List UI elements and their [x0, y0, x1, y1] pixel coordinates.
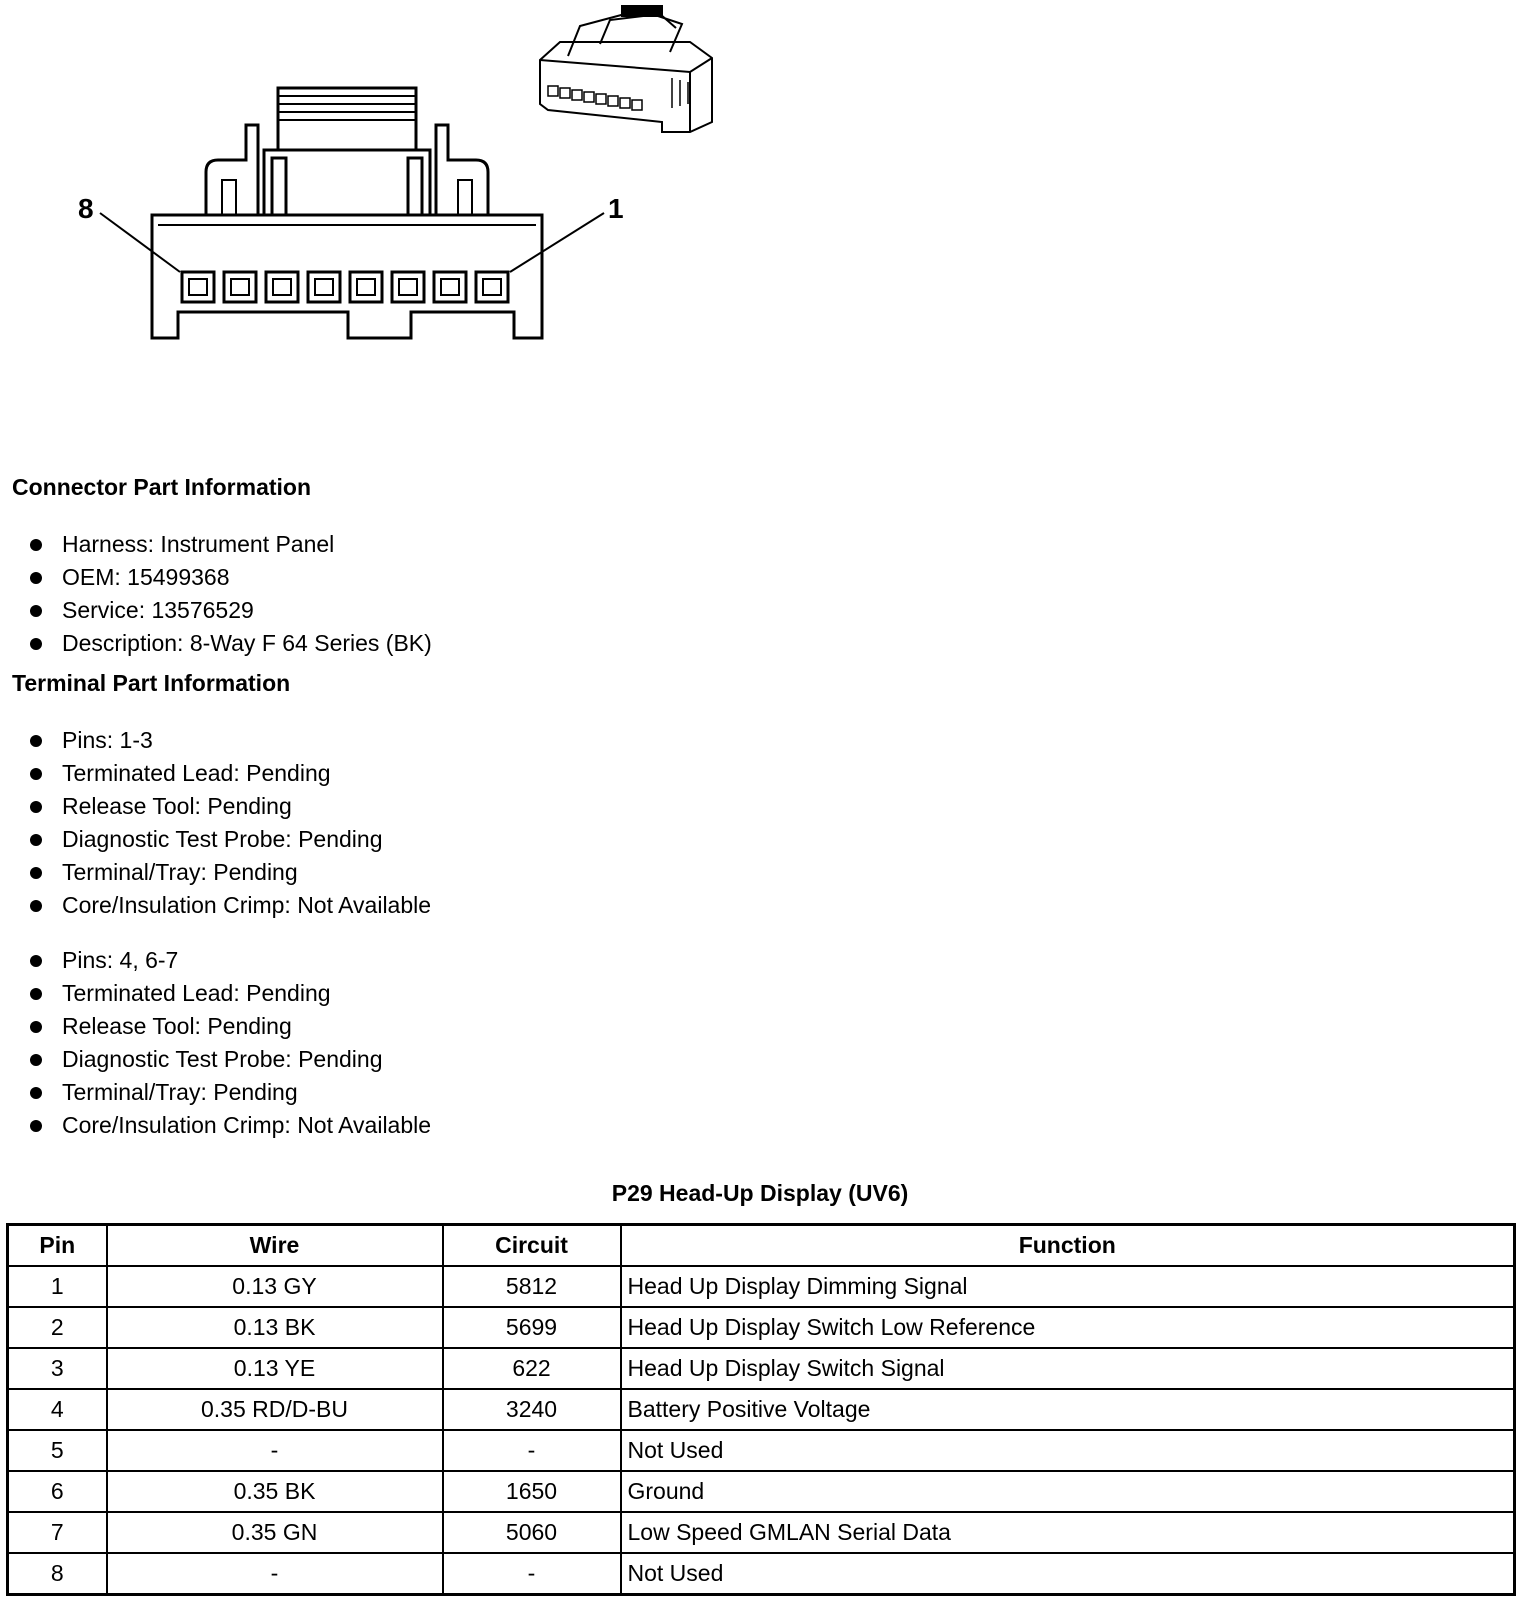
table-cell: - [443, 1430, 621, 1471]
pin-cavity-inner-7 [231, 279, 249, 295]
list-item: Terminal/Tray: Pending [30, 1076, 431, 1109]
list-item: OEM: 15499368 [30, 561, 432, 594]
list-item: Core/Insulation Crimp: Not Available [30, 889, 431, 922]
table-cell: 3 [8, 1348, 107, 1389]
pin-cavity-4 [350, 272, 382, 302]
table-cell: 8 [8, 1553, 107, 1595]
list-item: Description: 8-Way F 64 Series (BK) [30, 627, 432, 660]
list-item: Terminated Lead: Pending [30, 757, 431, 790]
table-cell: - [107, 1553, 443, 1595]
terminal-info-title: Terminal Part Information [12, 670, 291, 696]
table-cell: 0.35 RD/D-BU [107, 1389, 443, 1430]
pin-cavity-inner-5 [315, 279, 333, 295]
list-item: Terminal/Tray: Pending [30, 856, 431, 889]
pin-cavity-inner-8 [189, 279, 207, 295]
table-cell: 7 [8, 1512, 107, 1553]
table-title: P29 Head-Up Display (UV6) [611, 1180, 909, 1206]
list-item: Service: 13576529 [30, 594, 432, 627]
list-item: Terminated Lead: Pending [30, 977, 431, 1010]
pin-cavity-3 [392, 272, 424, 302]
list-item: Diagnostic Test Probe: Pending [30, 1043, 431, 1076]
pin-label-1: 1 [608, 193, 624, 224]
table-cell: 5699 [443, 1307, 621, 1348]
column-header: Pin [8, 1225, 107, 1267]
pin-cavity-inner-4 [357, 279, 375, 295]
terminal-info-list-pins-1-3 [30, 724, 431, 922]
connector-info-list [30, 528, 432, 660]
table-cell: 6 [8, 1471, 107, 1512]
table-header-row [8, 1225, 1515, 1267]
table-cell: 0.13 GY [107, 1266, 443, 1307]
pin-cavity-2 [434, 272, 466, 302]
table-cell: 0.13 YE [107, 1348, 443, 1389]
pin-cavity-1 [476, 272, 508, 302]
table-cell: 0.35 BK [107, 1471, 443, 1512]
table-cell: Head Up Display Switch Signal [621, 1348, 1515, 1389]
list-item: Core/Insulation Crimp: Not Available [30, 1109, 431, 1142]
list-item: Release Tool: Pending [30, 1010, 431, 1043]
connector-diagram [0, 0, 760, 360]
connector-info-title: Connector Part Information [12, 474, 312, 500]
table-row [8, 1266, 1515, 1307]
table-cell: 5812 [443, 1266, 621, 1307]
table-cell: 5060 [443, 1512, 621, 1553]
table-cell: - [107, 1430, 443, 1471]
pin-cavity-6 [266, 272, 298, 302]
list-item: Pins: 4, 6-7 [30, 944, 431, 977]
list-item: Release Tool: Pending [30, 790, 431, 823]
table-cell: 622 [443, 1348, 621, 1389]
column-header: Wire [107, 1225, 443, 1267]
table-cell: 0.35 GN [107, 1512, 443, 1553]
table-cell: Head Up Display Dimming Signal [621, 1266, 1515, 1307]
table-cell: Not Used [621, 1553, 1515, 1595]
table-row [8, 1471, 1515, 1512]
table-row [8, 1348, 1515, 1389]
connector-3d-thumbnail [540, 6, 712, 132]
table-cell: Low Speed GMLAN Serial Data [621, 1512, 1515, 1553]
pin-label-8: 8 [78, 193, 94, 224]
terminal-info-list-pins-4-6-7 [30, 944, 431, 1142]
table-cell: 4 [8, 1389, 107, 1430]
list-item: Pins: 1-3 [30, 724, 431, 757]
pinout-table [6, 1223, 1516, 1596]
pin-cavity-5 [308, 272, 340, 302]
table-cell: 3240 [443, 1389, 621, 1430]
table-cell: Ground [621, 1471, 1515, 1512]
pin-cavity-inner-2 [441, 279, 459, 295]
table-row [8, 1307, 1515, 1348]
table-cell: Battery Positive Voltage [621, 1389, 1515, 1430]
table-row [8, 1430, 1515, 1471]
table-row [8, 1512, 1515, 1553]
table-row [8, 1389, 1515, 1430]
table-row [8, 1553, 1515, 1595]
pin-cavity-inner-1 [483, 279, 501, 295]
table-cell: 1650 [443, 1471, 621, 1512]
table-cell: - [443, 1553, 621, 1595]
table-cell: 1 [8, 1266, 107, 1307]
list-item: Harness: Instrument Panel [30, 528, 432, 561]
pin-cavity-8 [182, 272, 214, 302]
table-cell: 0.13 BK [107, 1307, 443, 1348]
pin-cavity-7 [224, 272, 256, 302]
table-cell: Head Up Display Switch Low Reference [621, 1307, 1515, 1348]
pin-cavity-inner-3 [399, 279, 417, 295]
column-header: Function [621, 1225, 1515, 1267]
pin-cavity-inner-6 [273, 279, 291, 295]
table-cell: Not Used [621, 1430, 1515, 1471]
list-item: Diagnostic Test Probe: Pending [30, 823, 431, 856]
column-header: Circuit [443, 1225, 621, 1267]
table-cell: 2 [8, 1307, 107, 1348]
table-cell: 5 [8, 1430, 107, 1471]
